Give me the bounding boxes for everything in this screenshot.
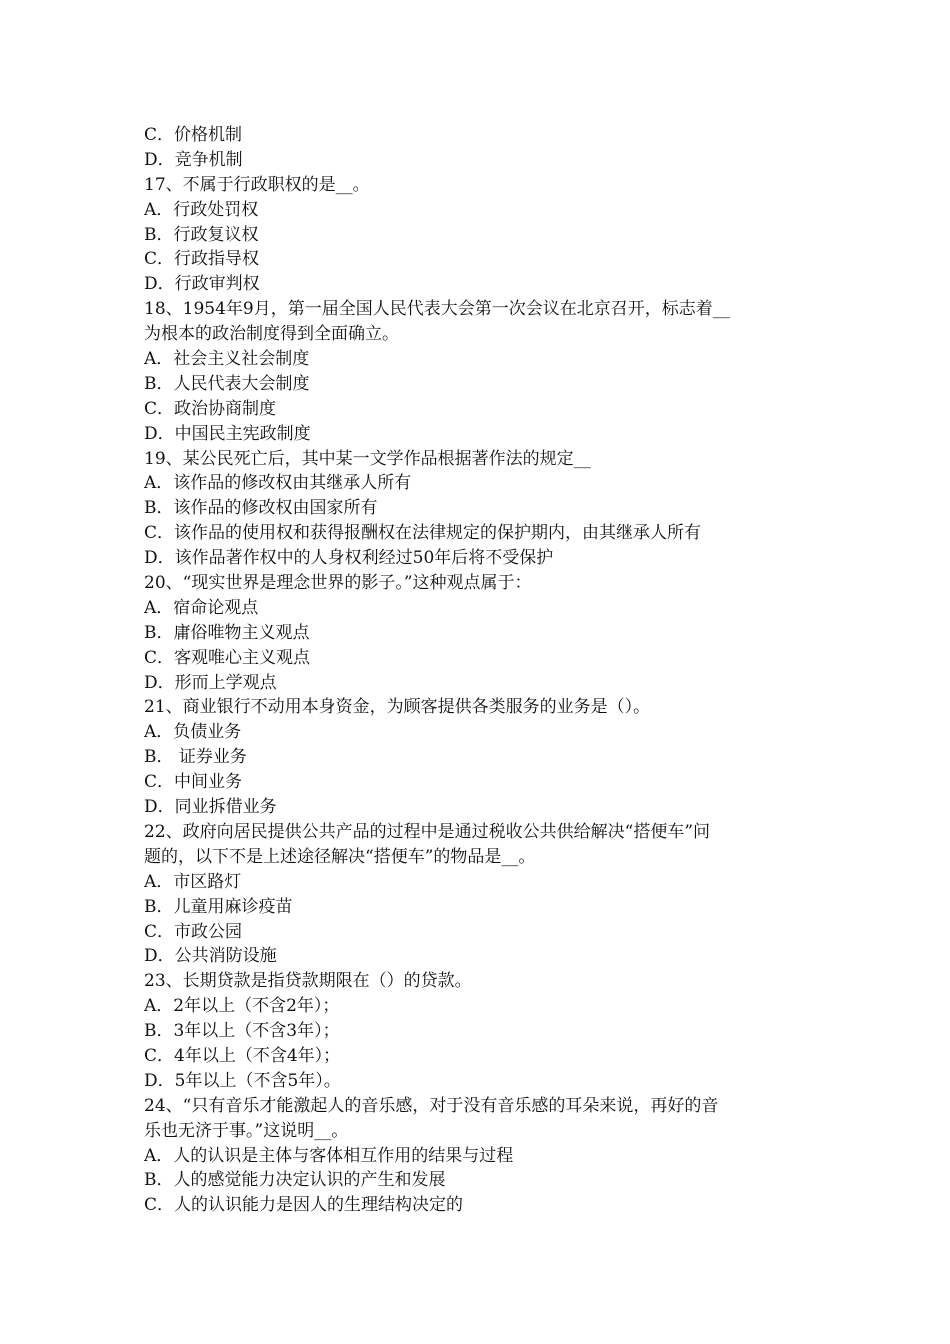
question-18: 18、1954年9月，第一届全国人民代表大会第一次会议在北京召开，标志着__ xyxy=(144,299,730,320)
option-line: D．形而上学观点 xyxy=(144,672,277,693)
question-22: 22、政府向居民提供公共产品的过程中是通过税收公共供给解决“搭便车”问 xyxy=(144,821,711,842)
option-line: D．中国民主宪政制度 xyxy=(144,423,311,444)
option-line: C．市政公园 xyxy=(144,921,243,942)
option-line: C．中间业务 xyxy=(144,772,243,793)
option-line: A．该作品的修改权由其继承人所有 xyxy=(144,473,412,494)
option-line: A．行政处罚权 xyxy=(144,199,259,220)
option-line: A．人的认识是主体与客体相互作用的结果与过程 xyxy=(144,1145,514,1166)
option-line: D．竞争机制 xyxy=(144,149,243,170)
option-line: B．该作品的修改权由国家所有 xyxy=(144,498,378,519)
option-line: C．该作品的使用权和获得报酬权在法律规定的保护期内，由其继承人所有 xyxy=(144,523,702,544)
option-line: B．人的感觉能力决定认识的产生和发展 xyxy=(144,1170,446,1191)
option-line: C．价格机制 xyxy=(144,125,243,145)
option-line: A．2年以上（不含2年）； xyxy=(144,996,340,1017)
option-line: D．该作品著作权中的人身权利经过50年后将不受保护 xyxy=(144,548,554,569)
question-21: 21、商业银行不动用本身资金，为顾客提供各类服务的业务是（）。 xyxy=(144,697,651,718)
option-line: D．公共消防设施 xyxy=(144,946,277,967)
question-18-continued: 为根本的政治制度得到全面确立。 xyxy=(144,324,399,345)
option-line: B．行政复议权 xyxy=(144,224,259,245)
option-line: B．3年以上（不含3年）； xyxy=(144,1021,340,1042)
option-line: A．市区路灯 xyxy=(144,871,242,892)
option-line: D．行政审判权 xyxy=(144,274,260,295)
option-line: D．同业拆借业务 xyxy=(144,797,277,818)
option-line: C．行政指导权 xyxy=(144,249,260,270)
option-line: B．儿童用麻诊疫苗 xyxy=(144,896,293,917)
option-line: B． 证券业务 xyxy=(144,747,247,768)
option-line: A．社会主义社会制度 xyxy=(144,349,310,370)
option-line: C．客观唯心主义观点 xyxy=(144,647,311,668)
option-line: C．人的认识能力是因人的生理结构决定的 xyxy=(144,1195,464,1216)
option-line: A．宿命论观点 xyxy=(144,597,259,618)
option-line: C．4年以上（不含4年）； xyxy=(144,1045,341,1066)
option-line: D．5年以上（不含5年）。 xyxy=(144,1070,341,1091)
option-line: C．政治协商制度 xyxy=(144,398,277,419)
option-line: B．庸俗唯物主义观点 xyxy=(144,622,310,643)
option-line: A．负债业务 xyxy=(144,722,242,743)
question-24-continued: 乐也无济于事。”这说明__。 xyxy=(144,1120,349,1141)
question-17: 17、不属于行政职权的是__。 xyxy=(144,174,370,195)
question-22-continued: 题的，以下不是上述途径解决“搭便车”的物品是__。 xyxy=(144,846,536,867)
question-24: 24、“只有音乐才能激起人的音乐感，对于没有音乐感的耳朵来说，再好的音 xyxy=(144,1095,719,1116)
document-body xyxy=(144,123,810,1218)
question-20: 20、“现实世界是理念世界的影子。”这种观点属于： xyxy=(144,573,532,594)
option-line: B．人民代表大会制度 xyxy=(144,373,310,394)
question-19: 19、某公民死亡后，其中某一文学作品根据著作法的规定__ xyxy=(144,448,591,469)
question-23: 23、长期贷款是指贷款期限在（）的贷款。 xyxy=(144,971,472,992)
